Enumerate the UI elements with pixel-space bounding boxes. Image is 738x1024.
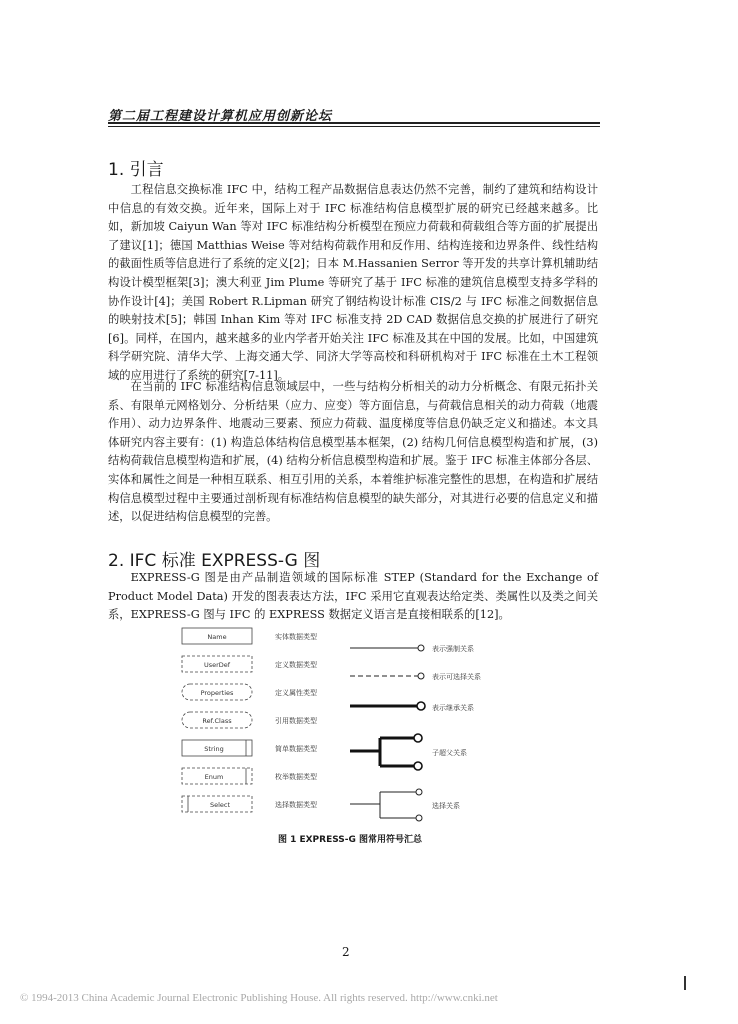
symbol-description: 定义属性类型 (275, 689, 317, 697)
relation-description: 表示强制关系 (432, 645, 474, 653)
symbol-description: 引用数据类型 (275, 717, 317, 725)
relation-end-circle (418, 673, 424, 679)
symbol-box-label: Select (209, 801, 231, 809)
symbol-description: 选择数据类型 (275, 801, 317, 809)
header-rule (108, 122, 600, 124)
scan-edge-mark (684, 976, 686, 990)
symbol-description: 枚举数据类型 (275, 773, 317, 781)
relation-end-circle (417, 702, 425, 710)
copyright-footer: © 1994-2013 China Academic Journal Electronic Publishing House. All rights reserved. http://www.cnki.net (20, 992, 498, 1004)
section-heading-express-g: 2. IFC 标准 EXPRESS-G 图 (108, 551, 321, 571)
section-heading-intro: 1. 引言 (108, 160, 164, 180)
intro-paragraph-1: 工程信息交换标准 IFC 中，结构工程产品数据信息表达仍然不完善，制约了建筑和结构设计中信息的有效交换。近年来，国际上对于 IFC 标准结构信息模型扩展的研究已经越来越多。比如，新加坡 Caiyun Wan 等对 IFC 标准结构分析模型在预应力荷载和荷载组合等方面的扩展提出了建议[1]；德国 Matthias Weise 等对结构荷载作用和反作用、结构连接和边界条件、线性结构的截面性质等信息进行了系统的定义[2]；日本 M.Hassanien Serror 等开发的共享计算机辅助结构设计模型框架[3]；澳大利亚 Jim Plume 等研究了基于 IFC 标准的建筑信息模型支持多学科的协作设计[4]；美国 Robert R.Lipman 研究了钢结构设计标准 CIS/2 与 IFC 标准之间数据信息的映射技术[5]；韩国 Inhan Kim 等对 IFC 标准支持 2D CAD 数据信息交换的扩展进行了研究[6]。同样，在国内，越来越多的业内学者开始关注 IFC 标准及其在中国的发展。比如，中国建筑科学研究院、清华大学、上海交通大学、同济大学等高校和科研机构对于 IFC 标准在土木工程领域的应用进行了系统的研究[7-11]。 (108, 183, 598, 382)
relation-description: 表示继承关系 (432, 704, 474, 712)
express-g-paragraph: EXPRESS-G 图是由产品制造领域的国际标准 STEP (Standard for the Exchange of Product Model Data) 开发的图表表达方法，IFC 采用它直观表达给定类、类属性以及类之间关系，EXPRESS-G 图与 IFC 的 EXPRESS 数据定义语言是直接相联系的[12]。 (108, 571, 598, 622)
relation-end-circle (416, 789, 422, 795)
symbol-description: 简单数据类型 (275, 745, 317, 753)
symbol-box-label: Properties (200, 689, 234, 697)
express-g-diagram (180, 626, 600, 851)
relation-description: 表示可选择关系 (432, 673, 481, 681)
symbol-box-label: UserDef (203, 661, 231, 669)
symbol-description: 实体数据类型 (275, 633, 317, 641)
figure-caption: 图 1 EXPRESS-G 图常用符号汇总 (277, 835, 423, 845)
symbol-box-label: Ref.Class (202, 717, 232, 725)
relation-end-circle (414, 734, 422, 742)
relation-end-circle (416, 815, 422, 821)
page-number: 2 (342, 945, 350, 959)
relation-end-circle (414, 762, 422, 770)
relation-end-circle (418, 645, 424, 651)
running-header: 第二届工程建设计算机应用创新论坛 (108, 109, 333, 124)
symbol-box-label: String (204, 745, 224, 753)
symbol-box-label: Name (207, 633, 227, 641)
symbol-description: 定义数据类型 (275, 661, 317, 669)
express-g-symbol-figure (180, 626, 600, 851)
symbol-box-label: Enum (204, 773, 224, 781)
header-rule-thin (108, 126, 600, 127)
intro-paragraph-2: 在当前的 IFC 标准结构信息领域层中，一些与结构分析相关的动力分析概念、有限元拓扑关系、有限单元网格划分、分析结果（应力、应变）等方面信息，与荷载信息相关的动力荷载（地震作用）、动力边界条件、地震动三要素、预应力荷载、温度梯度等信息仍缺乏定义和描述。本文具体研究内容主要有：(1) 构造总体结构信息模型基本框架，(2) 结构几何信息模型构造和扩展，(3) 结构荷载信息模型构造和扩展，(4) 结构分析信息模型构造和扩展。鉴于 IFC 标准主体部分各层、实体和属性之间是一种相互联系、相互引用的关系，本着维护标准完整性的思想，在构造和扩展结构信息模型过程中主要通过剖析现有标准结构信息模型的缺失部分，对其进行必要的信息定义和描述，以促进结构信息模型的完善。 (108, 380, 598, 524)
relation-description: 选择关系 (432, 802, 460, 810)
relation-description: 子超父关系 (432, 749, 467, 757)
